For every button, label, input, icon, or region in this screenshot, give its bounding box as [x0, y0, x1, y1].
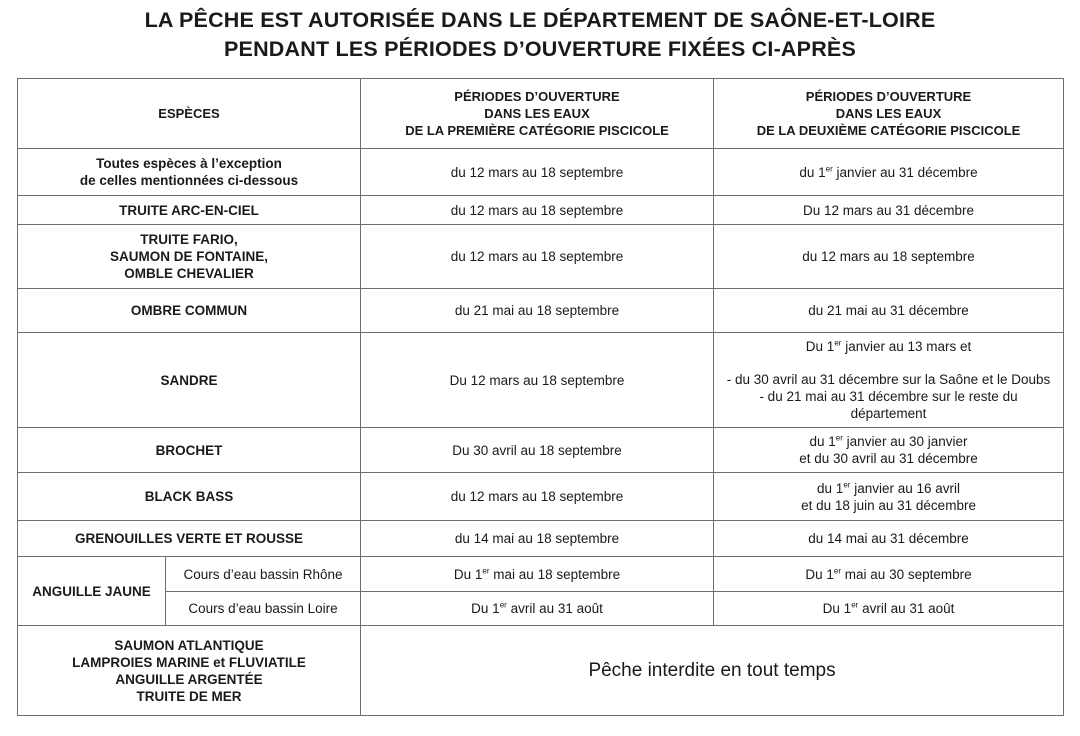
period-first-category: Du 1er mai au 18 septembre [361, 557, 714, 592]
table-row [18, 592, 1064, 626]
period-second-category: du 1er janvier au 31 décembre [714, 149, 1064, 196]
period-second-category: du 1er janvier au 16 avril et du 18 juin au 31 décembre [714, 473, 1064, 521]
period-second-category: Du 1er janvier au 13 mars et - du 30 avril au 31 décembre sur la Saône et le Doubs - du 21 mai au 31 décembre sur le reste du département [714, 333, 1064, 428]
species-cell: SAUMON ATLANTIQUE LAMPROIES MARINE et FLUVIATILE ANGUILLE ARGENTÉE TRUITE DE MER [18, 626, 361, 716]
species-cell: OMBRE COMMUN [18, 289, 361, 333]
period-first-category: du 12 mars au 18 septembre [361, 149, 714, 196]
table-row [18, 521, 1064, 557]
species-cell: BLACK BASS [18, 473, 361, 521]
opening-periods-table [17, 78, 1064, 716]
period-first-category: Du 30 avril au 18 septembre [361, 428, 714, 473]
period-first-category: du 14 mai au 18 septembre [361, 521, 714, 557]
title-line-2: PENDANT LES PÉRIODES D’OUVERTURE FIXÉES CI-APRÈS [224, 37, 856, 61]
subspecies-cell: Cours d’eau bassin Loire [166, 592, 361, 626]
header-species: ESPÈCES [18, 79, 361, 149]
subspecies-cell: Cours d’eau bassin Rhône [166, 557, 361, 592]
table-row [18, 149, 1064, 196]
table-row [18, 428, 1064, 473]
table-header-row [18, 79, 1064, 149]
period-second-category: Du 1er mai au 30 septembre [714, 557, 1064, 592]
period-second-category: du 14 mai au 31 décembre [714, 521, 1064, 557]
period-second-category: Du 12 mars au 31 décembre [714, 196, 1064, 225]
period-second-category: du 1er janvier au 30 janvier et du 30 avril au 31 décembre [714, 428, 1064, 473]
period-first-category: du 21 mai au 18 septembre [361, 289, 714, 333]
period-second-category: du 21 mai au 31 décembre [714, 289, 1064, 333]
period-first-category: du 12 mars au 18 septembre [361, 196, 714, 225]
table-row [18, 333, 1064, 428]
period-first-category: du 12 mars au 18 septembre [361, 225, 714, 289]
species-cell: Toutes espèces à l’exception de celles mentionnées ci-dessous [18, 149, 361, 196]
title-line-1: LA PÊCHE EST AUTORISÉE DANS LE DÉPARTEMENT DE SAÔNE-ET-LOIRE [144, 8, 936, 32]
period-first-category: Du 12 mars au 18 septembre [361, 333, 714, 428]
table-row [18, 626, 1064, 716]
species-cell: SANDRE [18, 333, 361, 428]
species-cell: TRUITE ARC-EN-CIEL [18, 196, 361, 225]
table-row [18, 557, 1064, 592]
period-first-category: Du 1er avril au 31 août [361, 592, 714, 626]
species-cell: GRENOUILLES VERTE ET ROUSSE [18, 521, 361, 557]
species-cell: BROCHET [18, 428, 361, 473]
table-row [18, 225, 1064, 289]
period-second-category: Du 1er avril au 31 août [714, 592, 1064, 626]
table-row [18, 289, 1064, 333]
header-first-category: PÉRIODES D’OUVERTURE DANS LES EAUX DE LA PREMIÈRE CATÉGORIE PISCICOLE [361, 79, 714, 149]
species-cell: ANGUILLE JAUNE [18, 557, 166, 626]
table-row [18, 473, 1064, 521]
page-title [0, 6, 1080, 66]
period-first-category: du 12 mars au 18 septembre [361, 473, 714, 521]
table-row [18, 196, 1064, 225]
fishing-banned-notice: Pêche interdite en tout temps [361, 626, 1064, 716]
species-cell: TRUITE FARIO, SAUMON DE FONTAINE, OMBLE CHEVALIER [18, 225, 361, 289]
header-second-category: PÉRIODES D’OUVERTURE DANS LES EAUX DE LA DEUXIÈME CATÉGORIE PISCICOLE [714, 79, 1064, 149]
period-second-category: du 12 mars au 18 septembre [714, 225, 1064, 289]
